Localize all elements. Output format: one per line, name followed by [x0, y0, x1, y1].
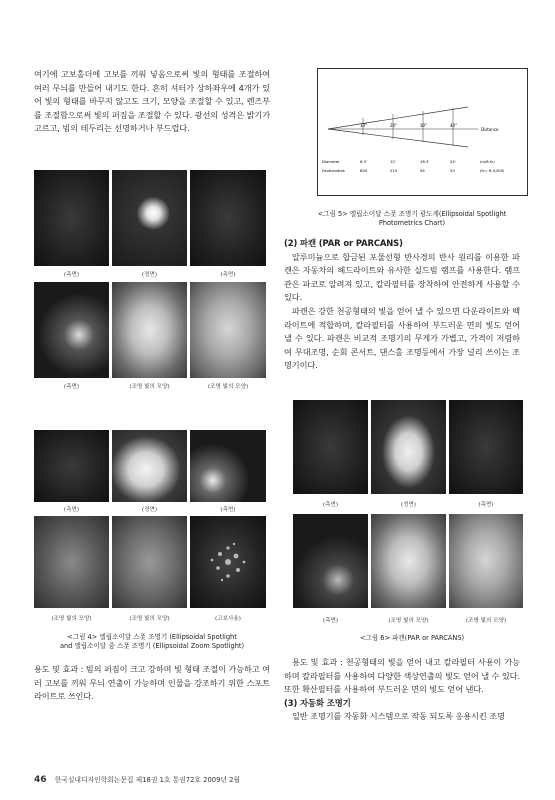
diameter-label: Diameter	[322, 159, 340, 164]
fig6-photo-1-3	[449, 400, 523, 494]
fig6-photo-2-2	[371, 514, 446, 608]
fig4-photo-1-1	[34, 170, 109, 266]
gobo-pattern	[190, 516, 266, 608]
left-intro-paragraph: 여기에 고보홀더에 고보를 끼워 넣음으로써 빛의 형태를 조절하여 여러 무늬를 만들어 내기도 한다. 흔히 셔터가 상하좌우에 4개가 있어 빛의 형태를 바꾸지 않고도 크기, 모양을 조절할 수 있고, 렌즈부를 조절함으로써 빛의 퍼짐을 조절할 수 있다. 광선의 성격은 밝기가 고르고, 빔의 테두리는 선명하거나 부드럽다.	[34, 69, 270, 134]
fig4-cap-2-3: (조명 빛의 모양)	[207, 384, 249, 390]
fig5-caption-line2: Photometrics Chart)	[378, 219, 446, 227]
fig6-cap-1-2: (정면)	[400, 502, 417, 508]
fc-3: 94	[420, 168, 425, 173]
section2	[284, 237, 520, 373]
fig4-photo-3-3	[190, 430, 266, 502]
fc-1: 850	[360, 168, 368, 173]
page-number: 46	[34, 775, 47, 785]
left-body-paragraph: 용도 및 효과 : 빔의 퍼짐이 크고 강하며 빛 형태 조절이 가능하고 여러 고보를 끼워 무늬 연출이 가능하며 인물을 강조하기 위한 스포트라이트로 쓰인다.	[34, 664, 270, 702]
fig5-caption-line1: <그림 5> 엘립소이달 스폿 조명기 광도계(Ellipsoidal Spotlight	[317, 210, 507, 218]
fig4-photo-1-2	[112, 170, 187, 266]
fig4-photo-3-1	[34, 430, 109, 502]
fig6-photo-1-1	[293, 400, 368, 494]
photometrics-diagram	[318, 69, 527, 195]
unit-1: (m/ft-fc)	[480, 160, 495, 164]
fig6-cap-2-1: (측면)	[322, 618, 339, 624]
fc-2: 210	[390, 168, 398, 173]
angle-4: 40°	[450, 123, 458, 128]
fig4-cap-4-1: (조명 빛의 모양)	[51, 616, 92, 622]
fig4-cap-4-2: (조명 빛의 모양)	[129, 616, 170, 622]
fig4-photo-4-1	[34, 516, 109, 608]
fig4-photo-2-2	[112, 282, 187, 378]
fig6-cap-2-2: (조명 빛의 모양)	[388, 618, 429, 624]
right-body	[284, 656, 520, 724]
diameter-4: 24'	[450, 159, 456, 164]
fig4-caption-line1: <그림 4> 엘립소이달 스폿 조명기 (Ellipsoidal Spotlight	[67, 633, 237, 641]
fig6-photo-1-2	[371, 400, 446, 494]
fig4-caption-line2: and 엘립소이달 줌 스폿 조명기 (Ellipsoidal Zoom Spotlight)	[59, 642, 245, 650]
fig6-cap-1-3: (측면)	[478, 502, 494, 508]
fig6-caption: <그림 6> 파캔(PAR or PARCANS)	[359, 634, 465, 642]
fig4-photo-4-3	[190, 516, 266, 608]
fig6-photo-2-3	[449, 514, 523, 608]
fig4-cap-1-1: (측면)	[63, 272, 80, 278]
section2-paragraph-1: 알루미늄으로 합금된 포물선형 반사경의 반사 원리를 이용한 파캔은 자동차의 헤드라이트와 유사한 실드빔 램프를 사용한다. 램프관은 파코로 알려져 있고, 칼라필터를 장착하여 안전하게 사용할 수 있다.	[284, 251, 520, 303]
fig4-cap-3-1: (측면)	[63, 507, 80, 513]
diameter-3: 18.3'	[420, 159, 430, 164]
diameter-1: 6.3'	[360, 159, 368, 164]
fig4-cap-4-3: (고보사용)	[215, 616, 241, 622]
angle-2: 20°	[390, 123, 398, 128]
fig4-photo-2-3	[190, 282, 266, 378]
footcandles-label: Footcandles	[322, 168, 345, 173]
angle-1: 10°	[360, 123, 368, 128]
section2-paragraph-2: 파캔은 강한 천공형태의 빛을 얻어 낼 수 있으면 다운라이트와 백라이트에 적합하며, 칼라필터를 사용하여 부드러운 면의 빛도 얻어 낼 수 있다. 파캔은 비교적 조명기의 무게가 가볍고, 가격이 저렴하여 무대조명, 순회 콘서트, 댄스홀 조명등에서 가장 널리 쓰이는 조명기이다.	[284, 305, 520, 371]
fig4-caption	[34, 633, 270, 651]
fig5-photometrics-chart	[317, 68, 528, 196]
fc-4: 53	[450, 168, 455, 173]
journal-info: 한국실내디자인학회논문집 제18권 1호 통권72호 2009년 2월	[54, 776, 241, 784]
fig4-photo-4-2	[112, 516, 187, 608]
fig6-photo-2-1	[293, 514, 368, 608]
unit-2: (fc= ft-4,500)	[480, 169, 505, 173]
fig4-photo-1-3	[190, 170, 266, 266]
fig4-cap-3-3: (측면)	[220, 507, 236, 513]
diameter-2: 12'	[390, 159, 396, 164]
section3-heading: (3) 자동화 조명기	[284, 697, 351, 708]
fig4-cap-2-2: (조명 빛의 모양)	[129, 384, 170, 390]
fig6-cap-1-1: (측면)	[322, 502, 339, 508]
left-intro	[34, 68, 270, 136]
right-body-paragraph: 용도 및 효과 : 천공형태의 빛을 얻어 내고 칼라필터 사용이 가능하며 칼라필터를 사용하여 다양한 색상연출의 빛도 얻어 낼 수 있다. 또한 확산필터를 사용하여 부드러운 면의 빛도 얻어 낸다.	[284, 657, 520, 695]
fig4-cap-1-2: (정면)	[141, 272, 158, 278]
fig4-cap-1-3: (측면)	[220, 272, 236, 278]
fig4-cap-3-2: (정면)	[141, 507, 158, 513]
fig4-cap-2-1: (측면)	[63, 384, 80, 390]
left-body	[34, 663, 270, 704]
fig4-photo-2-1	[34, 282, 109, 378]
fig4-photo-3-2	[112, 430, 187, 502]
fig6-cap-2-3: (조명 빛의 모양)	[465, 618, 507, 624]
section2-heading: (2) 파캔 (PAR or PARCANS)	[284, 238, 403, 248]
section3-paragraph-1: 일반 조명기를 자동화 시스템으로 작동 되도록 응용시킨 조명	[292, 711, 505, 722]
page-footer	[34, 774, 240, 785]
fig5-caption	[284, 210, 540, 228]
distance-label: Distance	[481, 127, 499, 132]
angle-3: 30°	[420, 123, 428, 128]
